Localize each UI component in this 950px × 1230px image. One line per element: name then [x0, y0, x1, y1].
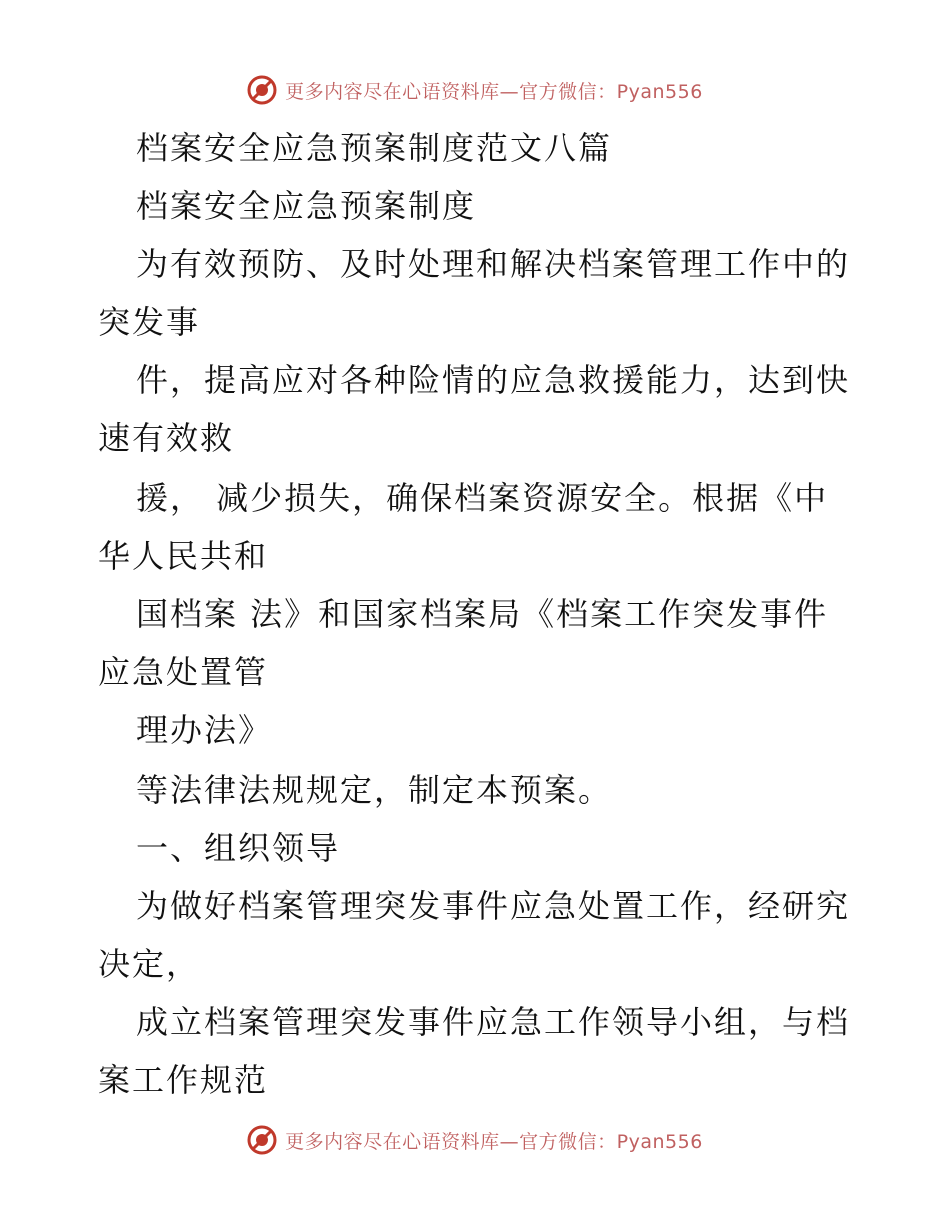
paragraph-line: 决定，	[98, 945, 201, 983]
document-title: 档案安全应急预案制度范文八篇	[136, 129, 613, 167]
paragraph-line: 等法律法规规定，制定本预案。	[136, 771, 613, 809]
paragraph-line: 援， 减少损失，确保档案资源安全。根据《中	[136, 479, 829, 517]
paragraph-line: 为有效预防、及时处理和解决档案管理工作中的	[136, 245, 851, 283]
paragraph-line: 突发事	[98, 303, 201, 341]
paragraph-line: 案工作规范	[98, 1061, 269, 1099]
paragraph-line: 为做好档案管理突发事件应急处置工作，经研究	[136, 887, 851, 925]
banner-text: 更多内容尽在心语资料库—官方微信：Pyan556	[285, 80, 703, 103]
paragraph-line: 件，提高应对各种险情的应急救援能力，达到快	[136, 361, 851, 399]
paragraph-line: 华人民共和	[98, 537, 269, 575]
brand-logo-icon	[247, 1125, 277, 1155]
paragraph-line: 成立档案管理突发事件应急工作领导小组，与档	[136, 1003, 851, 1041]
paragraph-line: 理办法》	[136, 711, 273, 749]
paragraph-line: 应急处置管	[98, 653, 269, 691]
footer-banner	[0, 1120, 950, 1160]
paragraph-line: 速有效救	[98, 419, 235, 457]
section-heading: 一、组织领导	[136, 829, 341, 867]
paragraph-line: 国档案 法》和国家档案局《档案工作突发事件	[136, 595, 829, 633]
banner-text: 更多内容尽在心语资料库—官方微信：Pyan556	[285, 1130, 703, 1153]
document-subtitle: 档案安全应急预案制度	[136, 187, 477, 225]
